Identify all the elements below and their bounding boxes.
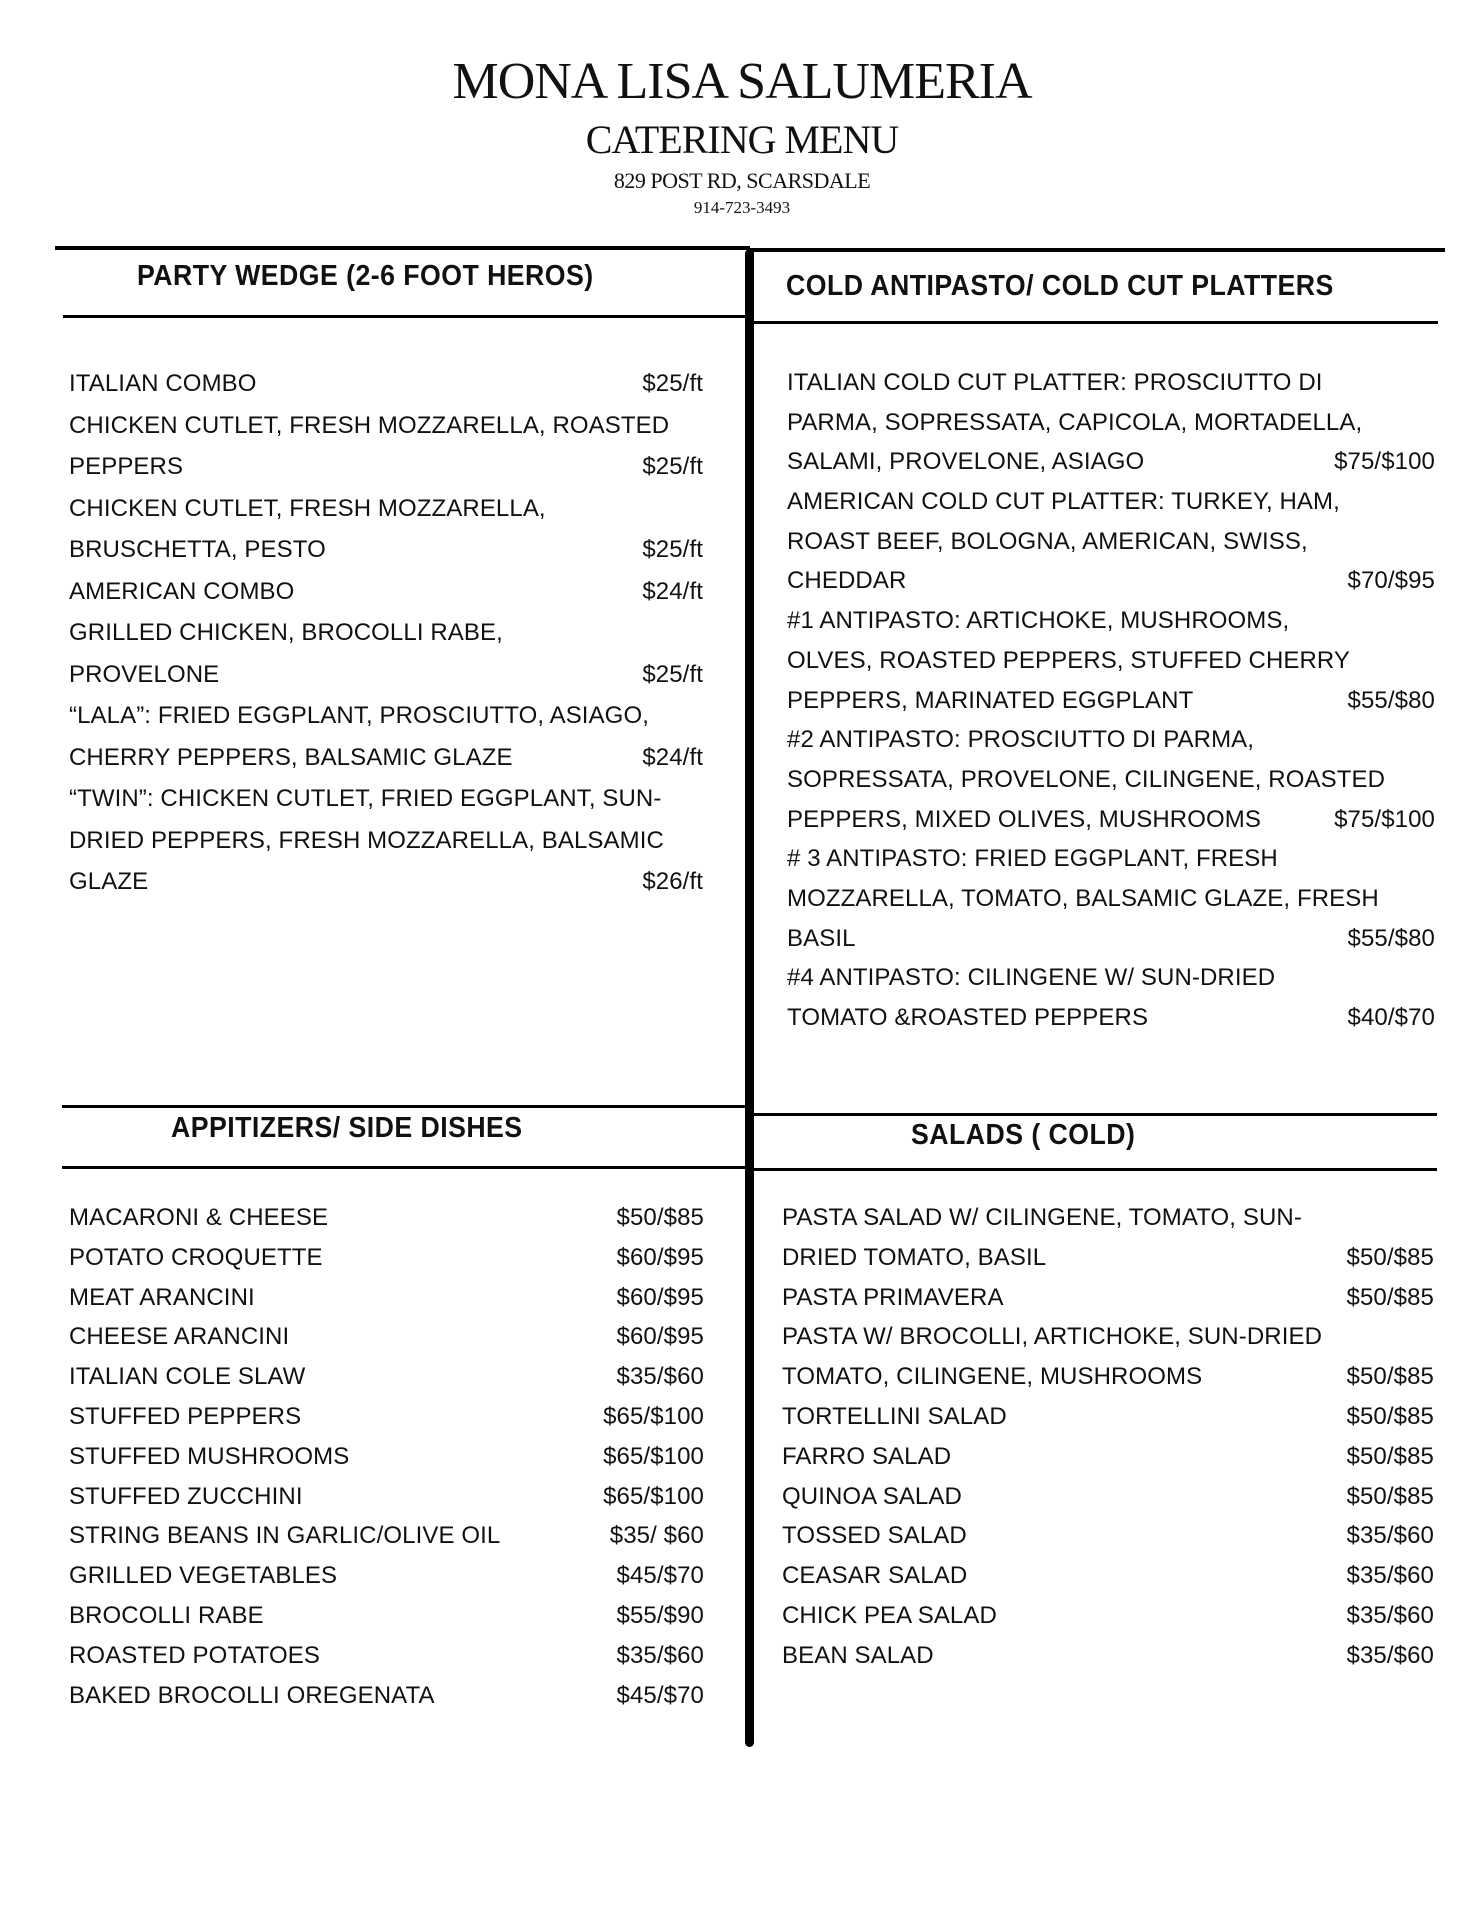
menu-item-price: $50/$85 [1346, 1363, 1434, 1391]
menu-item-price: $35/$60 [616, 1641, 704, 1669]
menu-item [782, 1596, 1434, 1636]
menu-item-price: $24/ft [642, 577, 703, 605]
menu-item [69, 1636, 704, 1676]
menu-item-name: PARMA, SOPRESSATA, CAPICOLA, MORTADELLA, [787, 408, 1363, 436]
section-title-cold-antipasto: COLD ANTIPASTO/ COLD CUT PLATTERS [786, 270, 1334, 302]
menu-item-line [69, 654, 703, 696]
menu-item-price: $35/$60 [1346, 1641, 1434, 1669]
menu-item-price: $55/$80 [1347, 686, 1435, 714]
menu-item-name: DRIED PEPPERS, FRESH MOZZARELLA, BALSAMIC [69, 826, 664, 854]
menu-item-line [787, 442, 1435, 482]
menu-item-name: STUFFED PEPPERS [69, 1402, 302, 1430]
menu-item-name: TORTELLINI SALAD [782, 1402, 1007, 1430]
menu-item [787, 363, 1435, 482]
menu-item-name: TOMATO, CILINGENE, MUSHROOMS [782, 1363, 1203, 1391]
menu-item-line [69, 737, 703, 779]
menu-item-name: BASIL [787, 924, 856, 952]
menu-item-line [69, 612, 703, 654]
menu-item-line [69, 778, 703, 820]
menu-item-name: CHEESE ARANCINI [69, 1323, 290, 1351]
menu-item-line [787, 919, 1435, 959]
menu-item [69, 1397, 704, 1437]
menu-item-line [787, 958, 1435, 998]
menu-title: CATERING MENU [585, 117, 899, 162]
menu-item-price: $55/$90 [616, 1601, 704, 1629]
menu-item-line [69, 1198, 704, 1238]
menu-item-line [782, 1397, 1434, 1437]
menu-item-name: PEPPERS, MIXED OLIVES, MUSHROOMS [787, 805, 1261, 833]
menu-item-name: PROVELONE [69, 660, 220, 688]
menu-item-name: MACARONI & CHEESE [69, 1204, 329, 1231]
menu-item-name: GLAZE [69, 868, 149, 895]
menu-item-name: BEAN SALAD [782, 1641, 934, 1669]
restaurant-name: MONA LISA SALUMERIA [452, 53, 1032, 110]
menu-item [69, 1198, 704, 1238]
menu-item-name: BAKED BROCOLLI OREGENATA [69, 1681, 435, 1709]
menu-item-line [787, 363, 1435, 403]
menu-item-price: $40/$70 [1347, 1004, 1435, 1031]
menu-item-name: ITALIAN COLE SLAW [69, 1363, 306, 1391]
menu-item-line [69, 695, 703, 737]
menu-item-line [787, 760, 1435, 800]
menu-item-line [69, 488, 703, 530]
menu-item-line [782, 1357, 1434, 1397]
salads-list [782, 1198, 1434, 1676]
menu-item-name: CHICKEN CUTLET, FRESH MOZZARELLA, [69, 494, 546, 522]
menu-item-name: ROAST BEEF, BOLOGNA, AMERICAN, SWISS, [787, 527, 1308, 555]
menu-item-line [787, 839, 1435, 879]
menu-item-price: $50/$85 [616, 1204, 704, 1231]
menu-item-name: BROCOLLI RABE [69, 1601, 264, 1629]
menu-item-price: $70/$95 [1347, 567, 1435, 595]
menu-item [69, 488, 703, 571]
menu-item-line [787, 998, 1435, 1038]
menu-item-price: $75/$100 [1334, 805, 1435, 833]
menu-item-price: $35/$60 [616, 1363, 704, 1391]
menu-item-name: TOMATO &ROASTED PEPPERS [787, 1004, 1149, 1031]
menu-item-name: PASTA PRIMAVERA [782, 1283, 1004, 1311]
menu-item-line [69, 571, 703, 613]
menu-item-name: CHICK PEA SALAD [782, 1601, 997, 1629]
menu-item-name: POTATO CROQUETTE [69, 1243, 323, 1271]
menu-item [69, 1676, 704, 1716]
menu-item-price: $55/$80 [1347, 924, 1435, 952]
menu-item-line [782, 1317, 1434, 1357]
menu-item-name: TOSSED SALAD [782, 1522, 967, 1550]
appetizers-list [69, 1198, 704, 1715]
menu-item [782, 1278, 1434, 1318]
menu-item-line [787, 561, 1435, 601]
menu-item [782, 1477, 1434, 1517]
menu-item-price: $60/$95 [616, 1243, 704, 1271]
menu-item-name: STRING BEANS IN GARLIC/OLIVE OIL [69, 1522, 501, 1550]
menu-item-line [782, 1516, 1434, 1556]
menu-item-price: $35/$60 [1346, 1562, 1434, 1590]
menu-item-name: STUFFED MUSHROOMS [69, 1442, 350, 1470]
menu-item-name: ITALIAN COMBO [69, 370, 257, 397]
menu-item-line [69, 1596, 704, 1636]
menu-item-line [69, 861, 703, 903]
menu-item-name: FARRO SALAD [782, 1442, 952, 1470]
menu-item-name: CEASAR SALAD [782, 1562, 968, 1590]
menu-item-price: $25/ft [642, 370, 703, 397]
menu-item [69, 1317, 704, 1357]
menu-item-line [69, 405, 703, 447]
menu-item-name: PEPPERS, MARINATED EGGPLANT [787, 686, 1194, 714]
menu-item-name: # 3 ANTIPASTO: FRIED EGGPLANT, FRESH [787, 845, 1278, 873]
menu-item [69, 1238, 704, 1278]
address: 829 POST RD, SCARSDALE [613, 168, 871, 193]
menu-item-line [787, 522, 1435, 562]
menu-item-name: MOZZARELLA, TOMATO, BALSAMIC GLAZE, FRESH [787, 884, 1379, 912]
menu-item-name: PEPPERS [69, 453, 184, 480]
menu-item-line [782, 1596, 1434, 1636]
menu-item [787, 601, 1435, 720]
menu-item-price: $50/$85 [1346, 1442, 1434, 1470]
menu-item-name: ITALIAN COLD CUT PLATTER: PROSCIUTTO DI [787, 369, 1323, 396]
section-title-party-wedge: PARTY WEDGE (2-6 FOOT HEROS) [137, 260, 594, 292]
menu-item-price: $75/$100 [1334, 448, 1435, 476]
menu-item-name: #2 ANTIPASTO: PROSCIUTTO DI PARMA, [787, 726, 1255, 754]
menu-item [69, 405, 703, 488]
menu-item-name: PASTA W/ BROCOLLI, ARTICHOKE, SUN-DRIED [782, 1323, 1322, 1351]
menu-item-line [69, 529, 703, 571]
menu-item-line [69, 1357, 704, 1397]
menu-item-line [787, 482, 1435, 522]
menu-item-name: AMERICAN COMBO [69, 577, 295, 605]
menu-item [69, 778, 703, 903]
menu-item [69, 1437, 704, 1477]
menu-item-name: ROASTED POTATOES [69, 1641, 320, 1669]
menu-item-name: PASTA SALAD W/ CILINGENE, TOMATO, SUN- [782, 1204, 1302, 1231]
menu-item-price: $45/$70 [616, 1562, 704, 1590]
menu-item-price: $24/ft [642, 743, 703, 771]
menu-item-line [69, 1317, 704, 1357]
menu-item-price: $65/$100 [603, 1482, 704, 1510]
menu-item [782, 1437, 1434, 1477]
menu-item [69, 695, 703, 778]
section-underline [754, 1168, 1437, 1171]
menu-item [69, 571, 703, 613]
menu-item-price: $60/$95 [616, 1323, 704, 1351]
menu-item-line [782, 1198, 1434, 1238]
menu-item-line [69, 446, 703, 488]
menu-item [69, 1357, 704, 1397]
menu-item-price: $50/$85 [1346, 1283, 1434, 1311]
menu-item-line [787, 800, 1435, 840]
menu-item-line [787, 403, 1435, 443]
menu-item [787, 839, 1435, 958]
party-wedge-list [69, 363, 703, 903]
menu-item-price: $50/$85 [1346, 1243, 1434, 1271]
menu-item-line [69, 1437, 704, 1477]
menu-item-price: $35/$60 [1346, 1601, 1434, 1629]
section-underline [754, 321, 1438, 324]
menu-item-name: GRILLED VEGETABLES [69, 1562, 338, 1590]
menu-item [782, 1317, 1434, 1397]
menu-item-price: $65/$100 [603, 1402, 704, 1430]
menu-item [69, 1596, 704, 1636]
menu-item-line [69, 1397, 704, 1437]
menu-item-price: $50/$85 [1346, 1402, 1434, 1430]
menu-item-name: OLVES, ROASTED PEPPERS, STUFFED CHERRY [787, 646, 1351, 674]
menu-item [782, 1397, 1434, 1437]
section-title-salads: SALADS ( COLD) [911, 1119, 1136, 1151]
menu-item-line [69, 1238, 704, 1278]
menu-item-name: GRILLED CHICKEN, BROCOLLI RABE, [69, 619, 503, 646]
phone: 914-723-3493 [693, 198, 791, 217]
menu-item-line [69, 363, 703, 405]
menu-item-line [787, 641, 1435, 681]
menu-item [787, 958, 1435, 1037]
section-title-appetizers: APPITIZERS/ SIDE DISHES [171, 1112, 523, 1144]
menu-item-line [69, 1516, 704, 1556]
menu-item-line [782, 1238, 1434, 1278]
menu-item-line [782, 1636, 1434, 1676]
menu-item-name: #4 ANTIPASTO: CILINGENE W/ SUN-DRIED [787, 964, 1276, 992]
menu-item-price: $25/ft [642, 453, 703, 480]
section-underline [62, 1166, 748, 1169]
menu-item [782, 1636, 1434, 1676]
menu-item-line [787, 681, 1435, 721]
menu-item-name: CHICKEN CUTLET, FRESH MOZZARELLA, ROASTED [69, 411, 670, 439]
menu-item-price: $35/$60 [1346, 1522, 1434, 1550]
top-divider-right [750, 248, 1445, 252]
column-divider [745, 249, 754, 1747]
menu-item-price: $25/ft [642, 536, 703, 563]
menu-item [69, 612, 703, 695]
menu-item-name: “LALA”: FRIED EGGPLANT, PROSCIUTTO, ASIAGO, [69, 702, 649, 729]
menu-item [69, 363, 703, 405]
menu-item [69, 1556, 704, 1596]
menu-item [69, 1278, 704, 1318]
menu-item-name: #1 ANTIPASTO: ARTICHOKE, MUSHROOMS, [787, 607, 1290, 635]
section-underline [63, 315, 748, 318]
menu-item-line [782, 1556, 1434, 1596]
menu-item-price: $45/$70 [616, 1681, 704, 1709]
menu-item [69, 1477, 704, 1517]
menu-item [787, 482, 1435, 601]
menu-item-line [787, 601, 1435, 641]
menu-item-name: QUINOA SALAD [782, 1482, 962, 1510]
menu-item-price: $35/ $60 [609, 1522, 704, 1550]
menu-item-price: $60/$95 [616, 1283, 704, 1311]
menu-item-name: SOPRESSATA, PROVELONE, CILINGENE, ROASTED [787, 765, 1386, 793]
menu-item-name: “TWIN”: CHICKEN CUTLET, FRIED EGGPLANT, SUN- [69, 785, 662, 812]
menu-item [787, 720, 1435, 839]
menu-item [69, 1516, 704, 1556]
menu-item-line [69, 1278, 704, 1318]
menu-item [782, 1516, 1434, 1556]
menu-item-price: $25/ft [642, 660, 703, 688]
mid-divider-left [62, 1105, 748, 1108]
menu-item-name: SALAMI, PROVELONE, ASIAGO [787, 448, 1145, 476]
menu-item-line [782, 1278, 1434, 1318]
mid-divider-right [754, 1113, 1437, 1116]
menu-item-line [782, 1477, 1434, 1517]
menu-item-line [787, 879, 1435, 919]
menu-item-line [69, 1556, 704, 1596]
menu-item [782, 1198, 1434, 1278]
menu-item-name: CHERRY PEPPERS, BALSAMIC GLAZE [69, 743, 513, 771]
menu-item-line [782, 1437, 1434, 1477]
menu-item-line [69, 1477, 704, 1517]
menu-item-name: DRIED TOMATO, BASIL [782, 1243, 1047, 1271]
menu-item-price: $65/$100 [603, 1442, 704, 1470]
menu-item-price: $26/ft [642, 868, 703, 895]
menu-item-name: MEAT ARANCINI [69, 1283, 255, 1311]
menu-item-line [69, 1636, 704, 1676]
menu-item-price: $50/$85 [1346, 1482, 1434, 1510]
menu-item [782, 1556, 1434, 1596]
menu-item-name: STUFFED ZUCCHINI [69, 1482, 303, 1510]
menu-item-name: CHEDDAR [787, 567, 907, 595]
menu-item-name: BRUSCHETTA, PESTO [69, 536, 326, 563]
menu-item-name: AMERICAN COLD CUT PLATTER: TURKEY, HAM, [787, 488, 1340, 516]
top-divider-left [55, 246, 750, 250]
menu-item-line [69, 1676, 704, 1716]
menu-item-line [787, 720, 1435, 760]
menu-item-line [69, 820, 703, 862]
cold-antipasto-list [787, 363, 1435, 1038]
